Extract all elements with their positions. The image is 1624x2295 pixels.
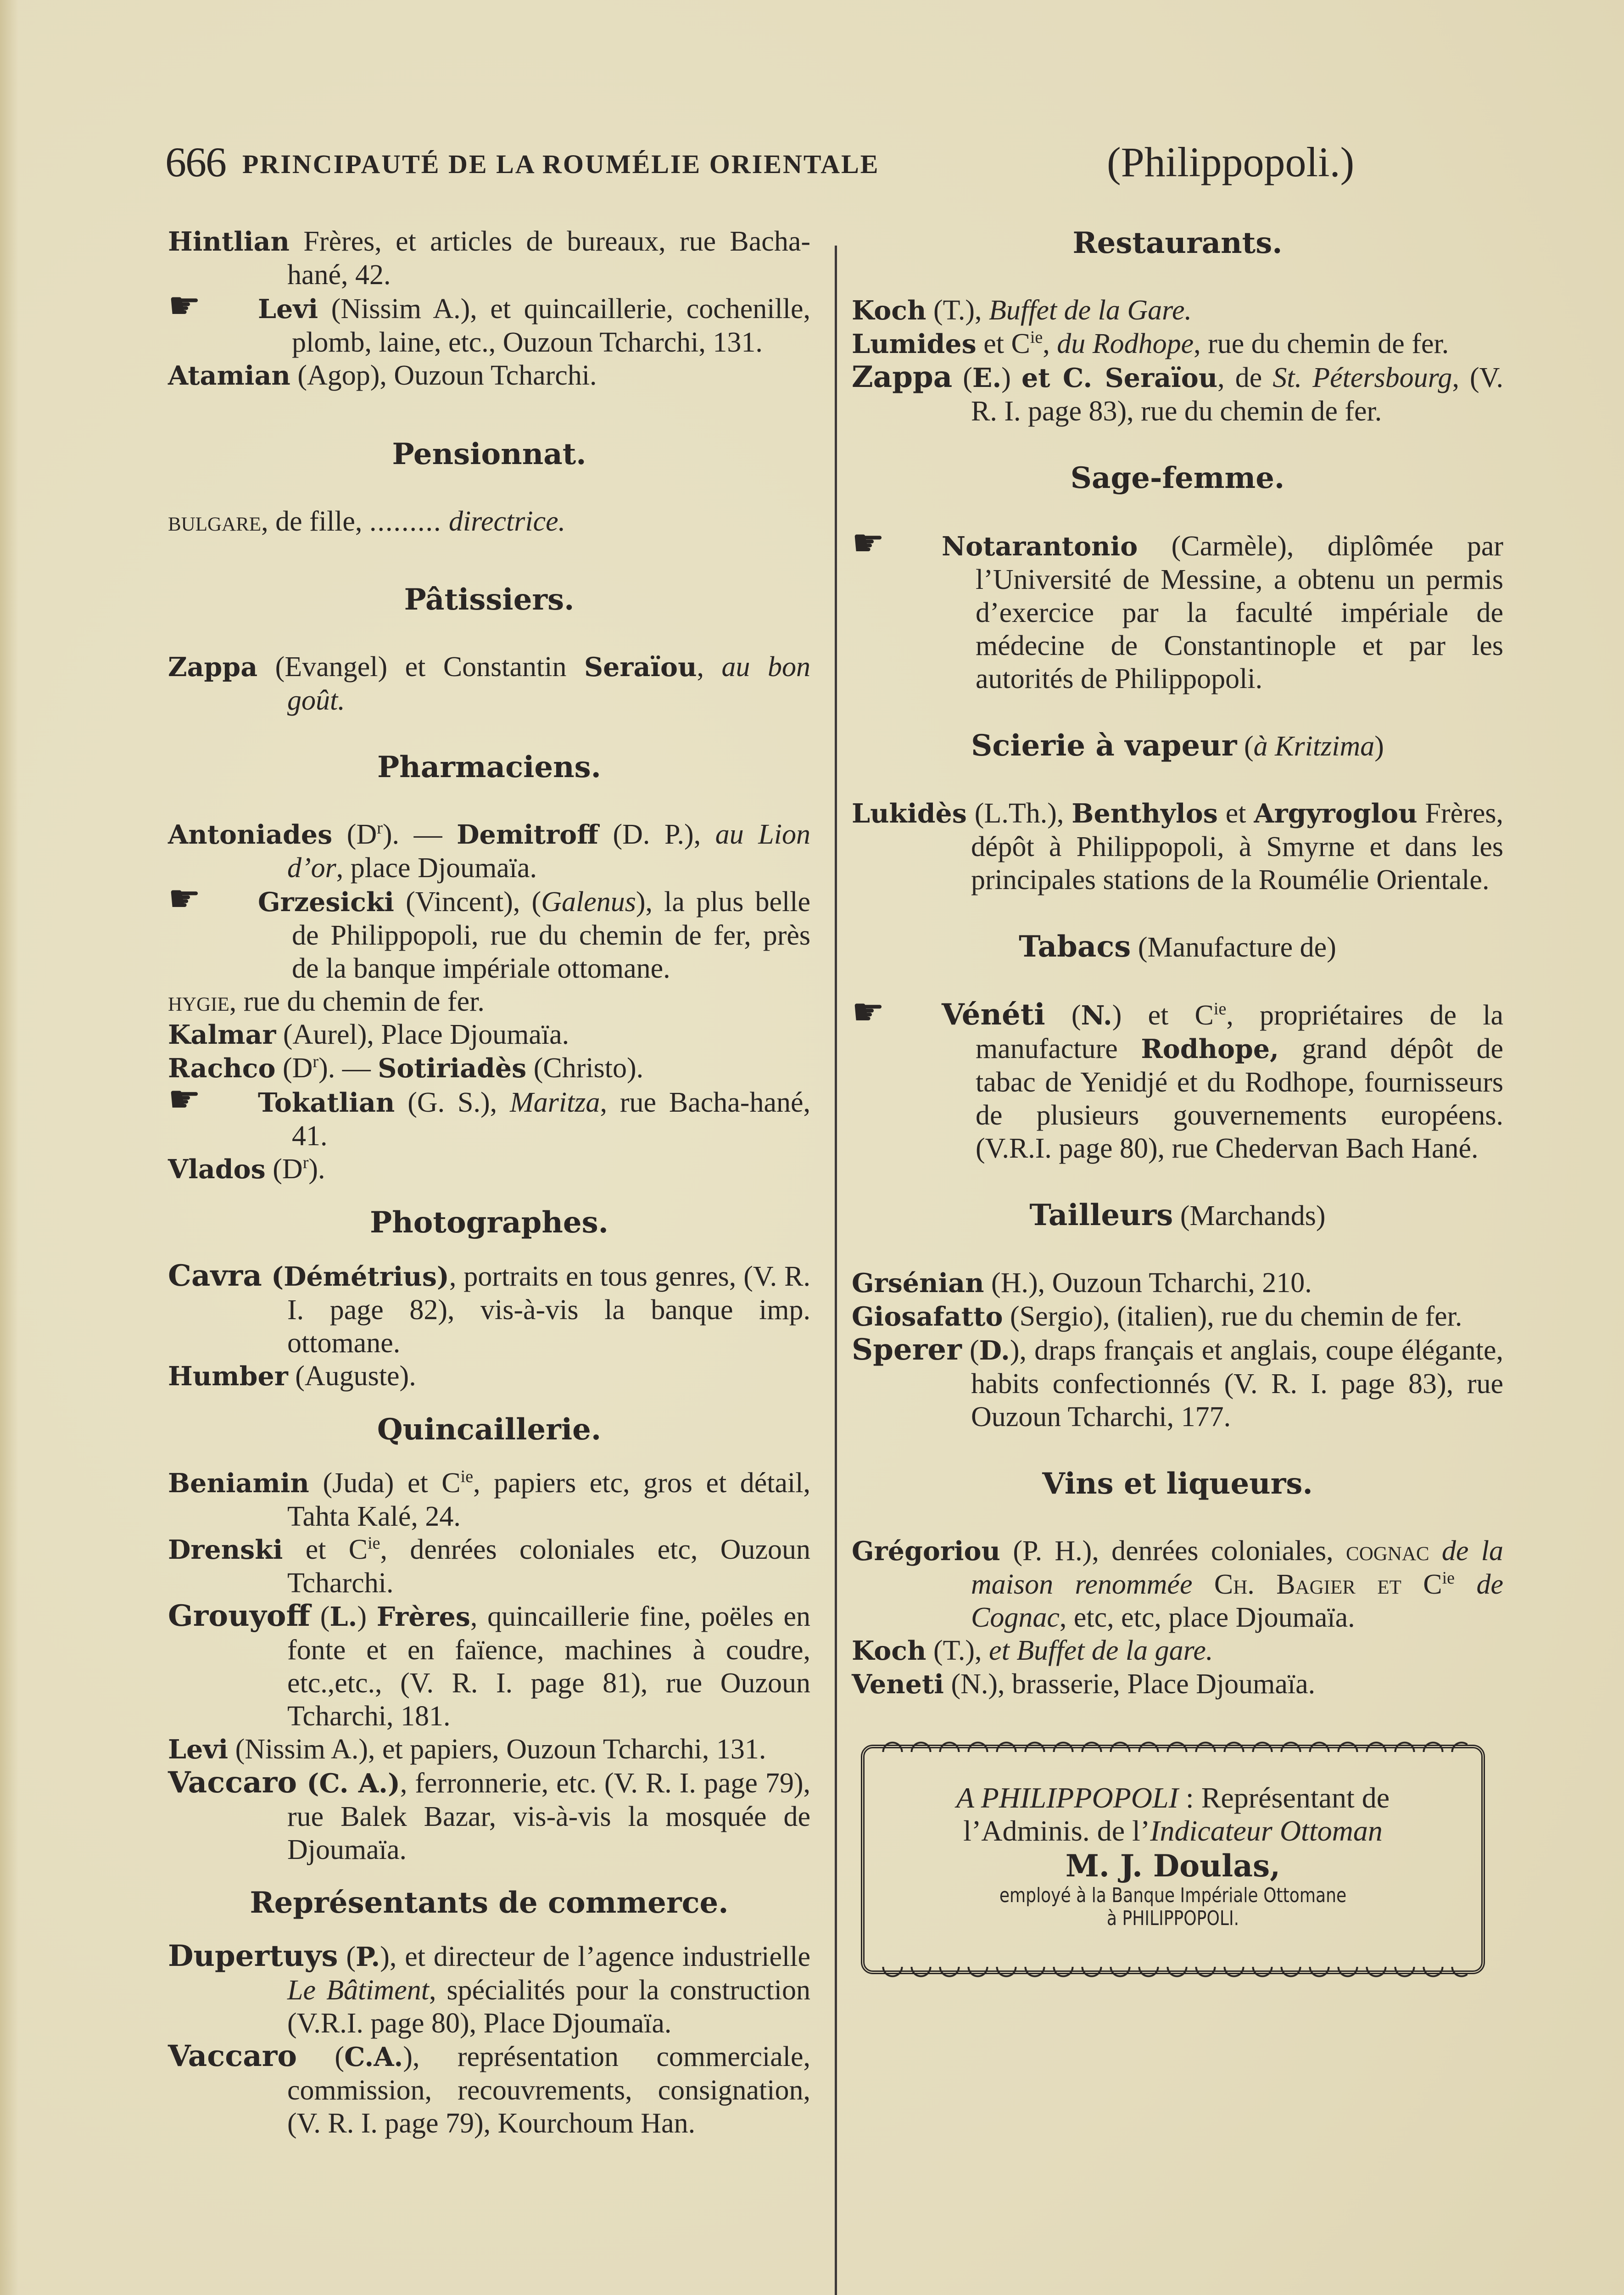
- entry-name: Drenski: [168, 1534, 283, 1565]
- section-subtitle: (Manufacture de): [1131, 932, 1336, 963]
- entry-text: (Evangel) et Constantin: [257, 651, 584, 683]
- entry-text: au Lion d’or: [287, 819, 810, 884]
- entry-text: (P. H.), denrées coloniales,: [1000, 1535, 1346, 1567]
- superscript: r: [313, 1052, 319, 1071]
- entry-name: Humber: [168, 1361, 288, 1392]
- ad-line: [865, 1814, 1481, 1847]
- section-heading: Photographes.: [370, 1205, 608, 1240]
- entry-text: ), et directeur de l’agence industrielle: [380, 1941, 810, 1972]
- pointing-hand-icon: ☛: [852, 991, 883, 1033]
- listing-entry: [168, 1018, 810, 1052]
- entry-text: (Christo).: [526, 1052, 644, 1084]
- entry-text: (: [961, 1335, 979, 1366]
- ad-line: employé à la Banque Impériale Ottomane: [999, 1884, 1347, 1907]
- entry-text: ).: [308, 1153, 325, 1185]
- section-heading: Pâtissiers.: [404, 582, 575, 617]
- entry-text: ), la plus belle de Philippopoli, rue du chemin de fer, près de la banque impériale ottomane.: [292, 886, 810, 984]
- entry-text: (G. S.),: [395, 1087, 510, 1118]
- listing-entry: [168, 225, 810, 291]
- section-subtitle: ): [1374, 731, 1384, 762]
- entry-text: (T.),: [926, 295, 989, 326]
- entry-text: St. Pétersbourg: [1272, 362, 1452, 393]
- listing-entry: [168, 1052, 810, 1085]
- entry-name: Seraïou: [584, 652, 697, 683]
- section-subtitle: (Marchands): [1173, 1200, 1326, 1231]
- entry-name: E.: [972, 363, 1002, 393]
- entry-text: (H.), Ouzoun Tcharchi, 210.: [984, 1267, 1312, 1299]
- entry-text: , etc, etc, place Djoumaïa.: [1059, 1602, 1355, 1633]
- advertisement-box: [861, 1745, 1485, 1974]
- entry-text: ,: [697, 651, 722, 683]
- entry-name: Lumides: [852, 329, 977, 359]
- section-heading: Pharmaciens.: [377, 750, 601, 784]
- superscript: ie: [460, 1467, 474, 1486]
- listing-entry: [168, 1940, 810, 2040]
- ad-text: l’Adminis. de l’: [963, 1814, 1150, 1847]
- entry-text: , denrées coloniales etc, Ouzoun Tcharchi.: [287, 1534, 810, 1599]
- entry-text: Buffet de la Gare.: [989, 295, 1192, 326]
- section-heading: [852, 728, 1503, 765]
- entry-name: Tokatlian: [258, 1087, 395, 1118]
- listing-entry: [852, 1534, 1503, 1634]
- entry-text: ): [1001, 362, 1021, 393]
- listing-entry: [168, 1766, 810, 1866]
- entry-text: Ch. Bagier et C: [1214, 1569, 1442, 1600]
- entry-text: (L.Th.),: [966, 798, 1072, 829]
- entry-name: Cavra: [168, 1259, 262, 1293]
- section-heading: Pensionnat.: [392, 437, 586, 471]
- section-heading: Sage-femme.: [1070, 461, 1285, 495]
- entry-name: Vaccaro: [168, 2039, 297, 2073]
- entry-name: Demitroff: [457, 819, 598, 850]
- entry-name: bulgare: [168, 506, 262, 537]
- entry-name: Rodhope,: [1141, 1034, 1279, 1064]
- entry-text: et C: [283, 1534, 368, 1565]
- entry-text: ), draps français et anglais, coupe élégante, habits confectionnés (V. R. I. page 83), rue Ouzoun Tcharchi, 177.: [971, 1335, 1503, 1433]
- entry-text: (Sergio), (italien), rue du chemin de fer.: [1003, 1301, 1462, 1332]
- entry-name: Koch: [852, 295, 926, 326]
- entry-text: (Juda) et C: [309, 1467, 461, 1499]
- section-heading: [852, 1197, 1503, 1234]
- entry-text: Frères, et articles de bureaux, rue Bacha-hané, 42.: [287, 226, 810, 291]
- entry-name: Koch: [852, 1635, 926, 1666]
- entry-text: Le Bâtiment: [287, 1975, 429, 2006]
- listing-entry: [852, 361, 1503, 428]
- running-title: PRINCIPAUTÉ DE LA ROUMÉLIE ORIENTALE: [242, 149, 880, 179]
- entry-text: (Nissim A.), et papiers, Ouzoun Tcharchi, 131.: [228, 1734, 766, 1765]
- listing-entry: [168, 359, 810, 392]
- entry-text: ), représentation commerciale, commission, recouvrements, consignation, (V. R. I. page 79), Kourchoum Han.: [287, 2041, 810, 2139]
- entry-text: ). —: [318, 1052, 378, 1084]
- listing-entry: [852, 1266, 1503, 1300]
- superscript: r: [302, 1153, 309, 1172]
- pointing-hand-icon: ☛: [168, 877, 199, 920]
- entry-text: , rue Bacha-hané, 41.: [292, 1087, 810, 1152]
- superscript: r: [377, 818, 383, 838]
- entry-name: Vaccaro: [168, 1765, 297, 1800]
- listing-entry: [168, 2040, 810, 2140]
- entry-name: (Démétrius): [262, 1261, 449, 1292]
- page-number: 666: [165, 139, 226, 185]
- entry-name: Notarantonio: [942, 531, 1138, 562]
- superscript: ie: [368, 1534, 380, 1553]
- listing-entry: [168, 877, 810, 985]
- listing-entry: [852, 1333, 1503, 1433]
- entry-text: , quincaillerie fine, poëles en fonte et en faïence, machines à coudre, etc.,etc., (V. R. I. page 81), rue Ouzoun Tcharchi, 181.: [287, 1601, 810, 1732]
- entry-text: Galenus: [541, 886, 636, 918]
- section-heading: Quincaillerie.: [377, 1412, 602, 1447]
- entry-name: Sperer: [852, 1332, 962, 1367]
- listing-entry: [168, 818, 810, 884]
- ad-publication: Indicateur Ottoman: [1150, 1814, 1383, 1847]
- entry-name: (C. A.): [297, 1768, 400, 1799]
- entry-name: Atamian: [168, 360, 290, 391]
- pointing-hand-icon: ☛: [168, 284, 199, 327]
- listing-entry: [168, 1153, 810, 1186]
- entry-name: N.: [1081, 1000, 1112, 1031]
- entry-text: , rue du chemin de fer.: [229, 986, 485, 1017]
- entry-name: C.A.: [344, 2042, 403, 2072]
- entry-name: Frères: [376, 1601, 470, 1632]
- entry-text: ) et C: [1112, 1000, 1214, 1031]
- entry-name: Benthylos: [1072, 798, 1218, 829]
- entry-name: P.: [356, 1942, 380, 1972]
- listing-entry: [168, 1600, 810, 1733]
- entry-text: (Carmèle), diplômée par l’Université de Messine, a obtenu un permis d’exercice par la faculté impériale de médecine de Constantinople et par les autorités de Philippopoli.: [976, 531, 1503, 694]
- entry-name: hygie: [168, 986, 229, 1017]
- entry-text: , place Djoumaïa.: [336, 852, 537, 884]
- entry-name: Veneti: [852, 1669, 944, 1700]
- entry-name: Grouyoff: [168, 1599, 310, 1633]
- entry-name: Zappa: [168, 652, 258, 683]
- listing-entry: [168, 284, 810, 359]
- entry-text: , ferronnerie, etc. (V. R. I. page 79), rue Balek Bazar, vis-à-vis la mosquée de Djoumaïa.: [287, 1768, 810, 1865]
- section-heading: Restaurants.: [1072, 226, 1283, 260]
- entry-text: et C: [976, 328, 1030, 359]
- entry-text: ). —: [382, 819, 457, 850]
- entry-text: , papiers etc, gros et détail, Tahta Kalé, 24.: [287, 1467, 810, 1532]
- entry-text: , spécialités pour la construction (V.R.I. page 80), Place Djoumaïa.: [287, 1975, 810, 2039]
- listing-entry: [852, 797, 1503, 896]
- entry-text: , portraits en tous genres, (V. R. I. page 82), vis-à-vis la banque imp. ottomane.: [287, 1261, 810, 1359]
- entry-name: Vénéti: [942, 997, 1045, 1032]
- listing-entry: [852, 294, 1503, 327]
- listing-entry: [168, 1259, 810, 1360]
- ad-city: A PHILIPPOPOLI: [956, 1781, 1178, 1814]
- city-title: (Philippopoli.): [1107, 139, 1355, 185]
- listing-entry: [168, 1360, 810, 1393]
- listing-entry: [852, 1634, 1503, 1668]
- pointing-hand-icon: ☛: [168, 1078, 199, 1120]
- entry-name: Grsénian: [852, 1268, 984, 1299]
- entry-text: ,: [1043, 328, 1057, 359]
- entry-name: D.: [979, 1335, 1010, 1366]
- section-subtitle: (: [1237, 731, 1254, 762]
- entry-text: (D: [332, 819, 377, 850]
- listing-entry: [168, 1733, 810, 1766]
- entry-text: , (V. R. I. page 83), rue du chemin de fer.: [971, 362, 1503, 427]
- entry-name: Kalmar: [168, 1019, 276, 1050]
- listing-entry: [852, 1300, 1503, 1333]
- page-header: [165, 138, 1404, 188]
- entry-text: ): [357, 1601, 377, 1632]
- entry-text: (Agop), Ouzoun Tcharchi.: [290, 360, 597, 391]
- scalloped-border: [878, 1967, 1468, 1981]
- left-column: [168, 225, 810, 2140]
- entry-text: (D: [275, 1052, 313, 1084]
- entry-name: Rachco: [168, 1053, 276, 1084]
- ad-text: : Représentant de: [1178, 1781, 1390, 1814]
- section-heading: [852, 929, 1503, 966]
- page-edge-shadow: [0, 0, 18, 2295]
- section-heading: Représentants de commerce.: [250, 1886, 729, 1920]
- entry-text: (: [310, 1601, 330, 1632]
- section-heading: Vins et liqueurs.: [1042, 1467, 1313, 1501]
- pointing-hand-icon: ☛: [852, 521, 883, 564]
- entry-text: directrice.: [441, 506, 566, 537]
- scalloped-border: [878, 1738, 1468, 1752]
- right-column: [852, 225, 1503, 1974]
- entry-name: Grzesicki: [258, 887, 394, 918]
- listing-entry: [168, 1078, 810, 1153]
- entry-text: (: [297, 2041, 345, 2072]
- entry-name: Levi: [168, 1734, 229, 1765]
- entry-text: (: [952, 362, 972, 393]
- superscript: ie: [1030, 328, 1043, 347]
- ad-line: à PHILIPPOPOLI.: [1106, 1907, 1239, 1930]
- entry-text: (D: [265, 1153, 303, 1185]
- entry-text: de Cognac: [971, 1569, 1503, 1633]
- entry-text: (Nissim A.), et quincaillerie, cochenille, plomb, laine, etc., Ouzoun Tcharchi, 131.: [292, 293, 810, 358]
- listing-entry: [852, 991, 1503, 1165]
- entry-text: (: [1045, 1000, 1081, 1031]
- entry-text: , propriétaires de la manufacture: [976, 1000, 1503, 1064]
- entry-name: et C. Seraïou: [1021, 363, 1218, 393]
- entry-text: du Rodhope: [1057, 328, 1194, 359]
- entry-text: (N.), brasserie, Place Djoumaïa.: [943, 1668, 1316, 1700]
- entry-name: Vlados: [168, 1154, 266, 1185]
- ad-representative-name: M. J. Doulas,: [1065, 1848, 1281, 1884]
- entry-text: grand dépôt de tabac de Yenidjé et du Rodhope, fournisseurs de plusieurs gouvernements européens. (V.R.I. page 80), rue Chedervan Bach Hané.: [976, 1033, 1503, 1164]
- listing-entry: [168, 1467, 810, 1533]
- entry-text: et: [1217, 798, 1254, 829]
- entry-name: Beniamin: [168, 1468, 309, 1499]
- entry-name: Zappa: [852, 360, 953, 394]
- entry-text: Maritza: [510, 1087, 600, 1118]
- entry-text: , de: [1217, 362, 1273, 393]
- entry-text: , de fille,: [261, 506, 369, 537]
- entry-text: de la maison renommée: [971, 1535, 1503, 1600]
- superscript: ie: [1442, 1568, 1455, 1588]
- entry-text: (T.),: [926, 1635, 989, 1666]
- column-divider: [835, 246, 837, 2295]
- entry-name: Dupertuys: [168, 1939, 338, 1973]
- entry-text: (Vincent), (: [394, 886, 541, 918]
- entry-name: Levi: [258, 294, 318, 325]
- entry-text: et Buffet de la gare.: [989, 1635, 1213, 1666]
- entry-text: (Aurel), Place Djoumaïa.: [276, 1019, 569, 1050]
- entry-text: au bon goût.: [287, 651, 811, 716]
- section-title: Scierie à vapeur: [971, 728, 1237, 763]
- entry-text: cognac: [1346, 1535, 1429, 1567]
- entry-name: Lukidès: [852, 798, 967, 829]
- entry-name: Argyroglou: [1254, 798, 1418, 829]
- listing-entry: [168, 650, 810, 717]
- entry-text: Frères, dépôt à Philippopoli, à Smyrne et dans les principales stations de la Roumélie Orientale.: [971, 798, 1503, 896]
- entry-name: L.: [329, 1601, 357, 1632]
- section-title: Tailleurs: [1029, 1198, 1173, 1232]
- entry-text: , rue du chemin de fer.: [1194, 328, 1449, 359]
- superscript: ie: [1213, 999, 1227, 1019]
- listing-entry: [852, 327, 1503, 361]
- listing-entry: [852, 521, 1503, 695]
- listing-entry: [168, 1533, 810, 1600]
- entry-text: (Auguste).: [288, 1360, 416, 1392]
- entry-name: Hintlian: [168, 226, 290, 257]
- section-title: Tabacs: [1019, 929, 1131, 964]
- entry-name: Grégoriou: [852, 1536, 1000, 1567]
- entry-name: Giosafatto: [852, 1301, 1003, 1332]
- ad-line: [865, 1781, 1481, 1814]
- entry-text: (: [338, 1941, 356, 1972]
- listing-entry: [168, 505, 810, 538]
- leader-dots: .........: [369, 506, 442, 537]
- listing-entry: [168, 985, 810, 1018]
- listing-entry: [852, 1668, 1503, 1701]
- entry-text: (D. P.),: [598, 819, 715, 850]
- entry-name: Sotiriadès: [378, 1053, 527, 1084]
- section-subtitle: à Kritzima: [1253, 731, 1375, 762]
- entry-name: Antoniades: [168, 819, 333, 850]
